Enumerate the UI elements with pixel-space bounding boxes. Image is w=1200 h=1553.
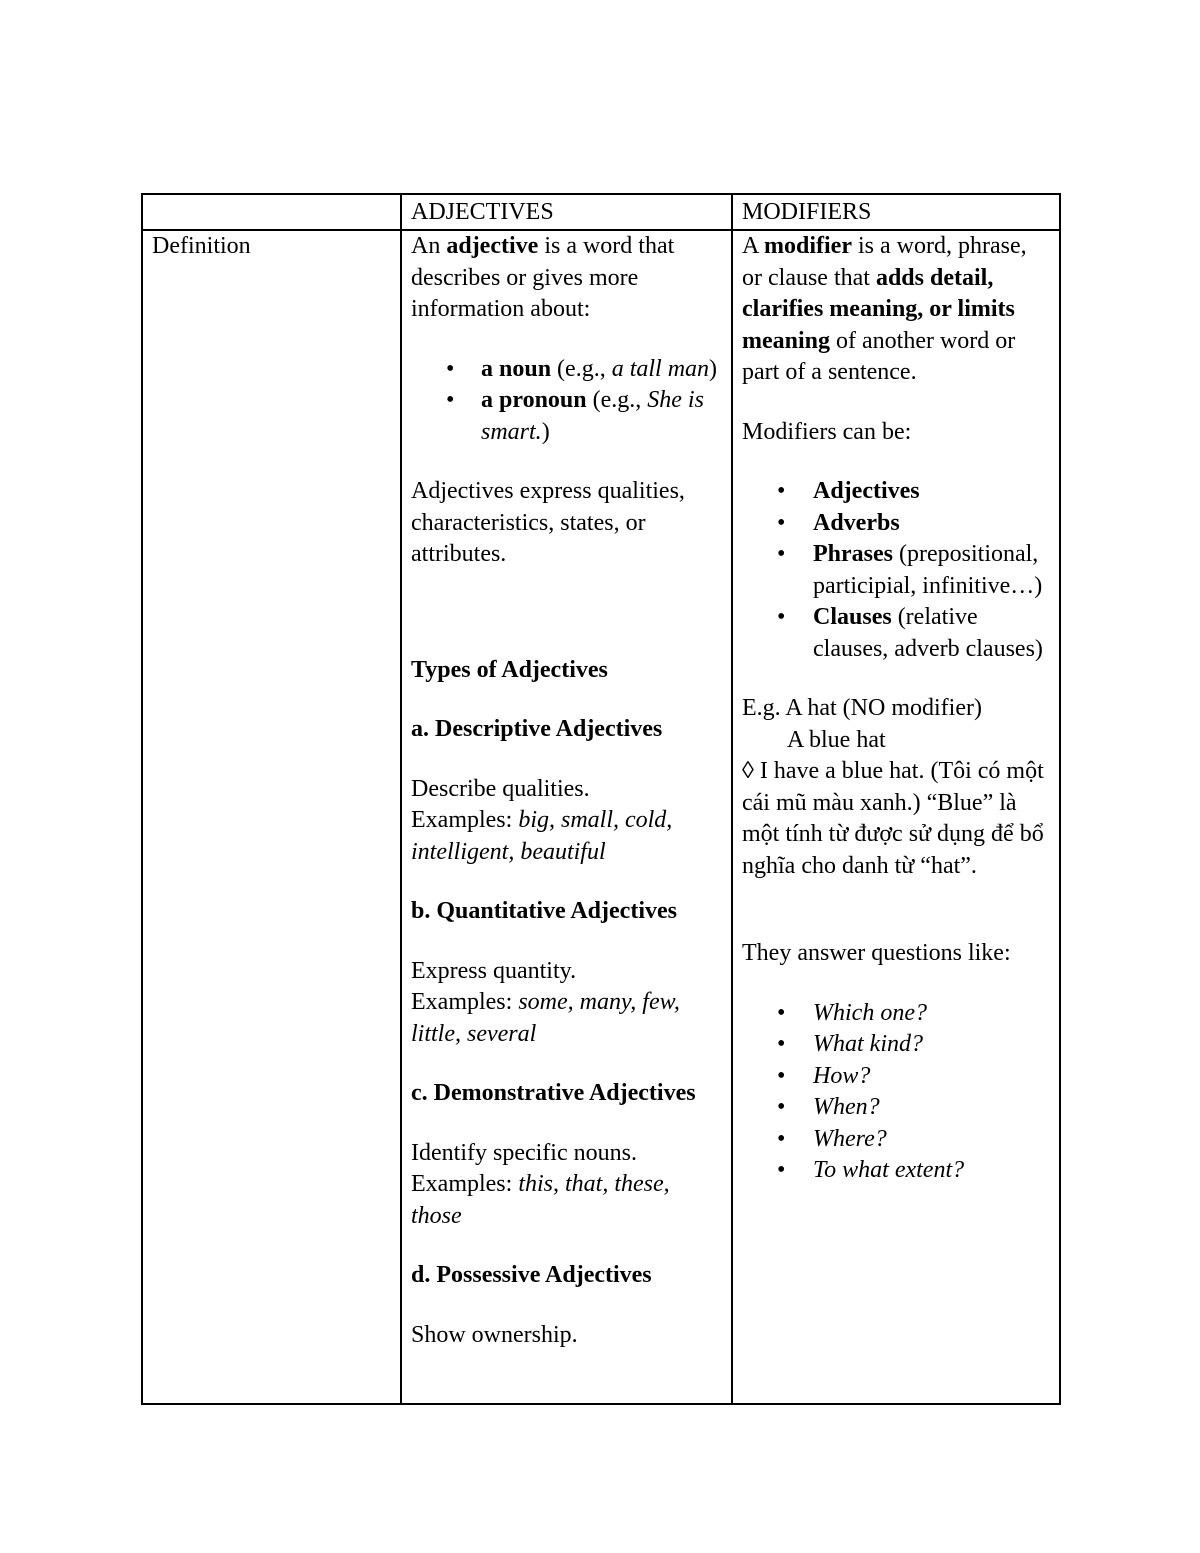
definition-row bbox=[142, 230, 1060, 1404]
header-row bbox=[142, 194, 1060, 230]
example-explanation: ◊ I have a blue hat. (Tôi có một cái mũ màu xanh.) “Blue” là một tính từ được sử dụng để bổ nghĩa cho danh từ “hat”. bbox=[742, 758, 1044, 879]
questions-list bbox=[742, 998, 1051, 1187]
example-line: A blue hat bbox=[787, 726, 886, 753]
example-line: E.g. A hat (NO modifier) bbox=[742, 695, 982, 721]
header-cell-adjectives bbox=[401, 194, 732, 230]
adjective-definition: An adjective is a word that describes or gives more information about: bbox=[411, 233, 675, 322]
modifier-definition: A modifier is a word, phrase, or clause that adds detail, clarifies meaning, or limits meaning of another word or part of a sentence. bbox=[742, 233, 1027, 385]
list-item: • Phrases (prepositional, participial, infinitive…) bbox=[742, 539, 1051, 602]
list-item: • Clauses (relative clauses, adverb clauses) bbox=[742, 602, 1051, 665]
list-item: • Adverbs bbox=[742, 508, 1051, 540]
list-item: • a noun (e.g., a tall man) bbox=[411, 354, 723, 386]
questions-intro: They answer questions like: bbox=[742, 940, 1011, 966]
list-item: • a pronoun (e.g., She is smart.) bbox=[411, 385, 723, 448]
type-desc: Identify specific nouns. bbox=[411, 1139, 637, 1166]
modifier-kinds-list bbox=[742, 476, 1051, 665]
type-heading-demonstrative: c. Demonstrative Adjectives bbox=[411, 1080, 696, 1106]
list-item: • Adjectives bbox=[742, 476, 1051, 508]
list-item: • How? bbox=[742, 1061, 1051, 1093]
adjectives-cell bbox=[401, 230, 732, 1404]
list-item: • What kind? bbox=[742, 1029, 1051, 1061]
type-examples: Examples: big, small, cold, intelligent, beautiful bbox=[411, 807, 673, 865]
header-adjectives-label: ADJECTIVES bbox=[411, 199, 554, 225]
comparison-table bbox=[141, 193, 1061, 1405]
row-label-cell bbox=[142, 230, 401, 1404]
list-item: • Where? bbox=[742, 1124, 1051, 1156]
adjectives-express-text: Adjectives express qualities, characteristics, states, or attributes. bbox=[411, 478, 685, 567]
list-item: • When? bbox=[742, 1092, 1051, 1124]
type-examples: Examples: some, many, few, little, several bbox=[411, 989, 680, 1047]
modifiers-can-be-text: Modifiers can be: bbox=[742, 418, 912, 445]
type-heading-possessive: d. Possessive Adjectives bbox=[411, 1262, 652, 1288]
type-desc: Describe qualities. bbox=[411, 775, 590, 802]
header-cell-empty bbox=[142, 194, 401, 230]
header-modifiers-label: MODIFIERS bbox=[742, 199, 872, 225]
types-heading: Types of Adjectives bbox=[411, 656, 608, 683]
adjective-targets-list bbox=[411, 354, 723, 449]
type-heading-descriptive: a. Descriptive Adjectives bbox=[411, 716, 663, 742]
header-cell-modifiers bbox=[732, 194, 1060, 230]
type-desc: Show ownership. bbox=[411, 1321, 578, 1348]
type-desc: Express quantity. bbox=[411, 957, 577, 984]
modifiers-cell bbox=[732, 230, 1060, 1404]
row-label: Definition bbox=[152, 233, 251, 259]
type-heading-quantitative: b. Quantitative Adjectives bbox=[411, 898, 677, 924]
list-item: • To what extent? bbox=[742, 1155, 1051, 1187]
list-item: • Which one? bbox=[742, 998, 1051, 1030]
type-examples: Examples: this, that, these, those bbox=[411, 1171, 670, 1229]
